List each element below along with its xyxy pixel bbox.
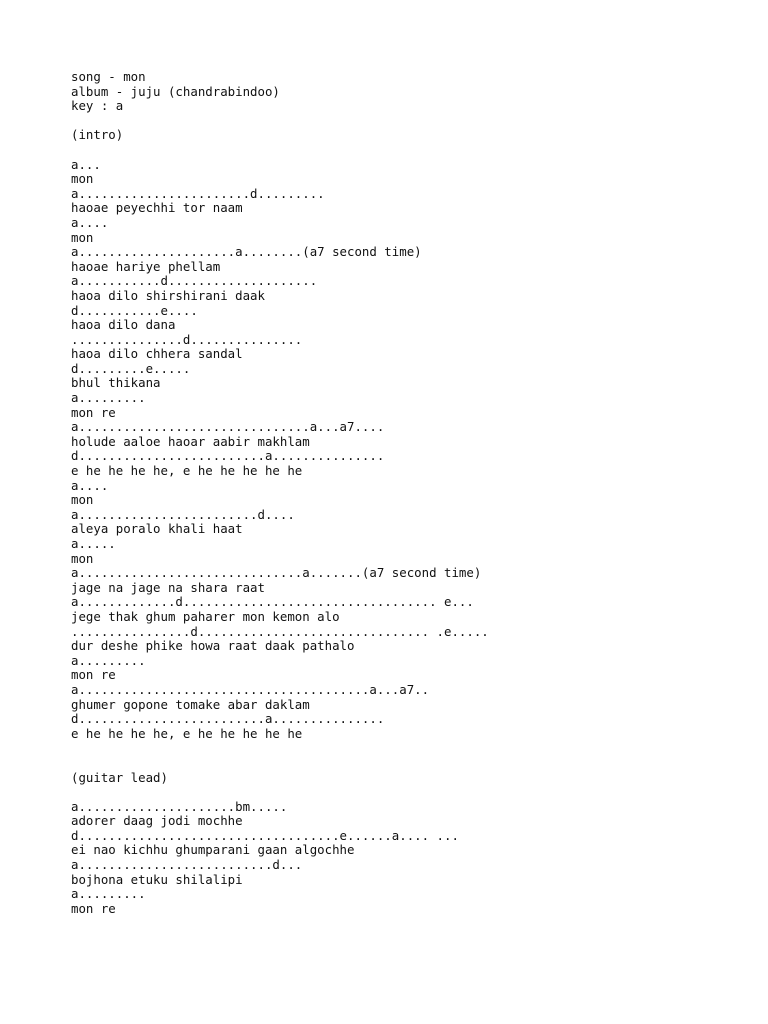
text-line: mon bbox=[71, 171, 94, 187]
text-line: e he he he he, e he he he he he bbox=[71, 725, 303, 741]
blank-line bbox=[71, 741, 751, 756]
text-line: a.... bbox=[71, 214, 109, 230]
text-line: a..... bbox=[71, 536, 116, 551]
text-line: d.........................a............... bbox=[71, 448, 385, 464]
chord-sheet bbox=[71, 70, 751, 916]
text-line: haoae hariye phellam bbox=[71, 258, 221, 274]
text-line: haoae peyechhi tor naam bbox=[71, 200, 243, 216]
text-line: haoa dilo shirshirani daak bbox=[71, 287, 265, 303]
text-line: aleya poralo khali haat bbox=[71, 521, 243, 537]
text-line: adorer daag jodi mochhe bbox=[71, 813, 243, 829]
text-line: jege thak ghum paharer mon kemon alo bbox=[71, 608, 340, 624]
text-line: mon bbox=[71, 550, 94, 566]
text-line: a......... bbox=[71, 652, 146, 668]
text-line: mon re bbox=[71, 900, 116, 916]
text-line: bojhona etuku shilalipi bbox=[71, 871, 243, 887]
text-line: d.........................a............... bbox=[71, 711, 385, 727]
text-line: jage na jage na shara raat bbox=[71, 579, 265, 595]
text-line: song - mon bbox=[71, 69, 146, 84]
text-line: a......... bbox=[71, 390, 146, 406]
blank-line bbox=[71, 785, 751, 800]
text-line: album - juju (chandrabindoo) bbox=[71, 83, 280, 99]
text-line: mon re bbox=[71, 667, 116, 683]
text-line: d...........e.... bbox=[71, 302, 198, 318]
text-line: d.........e..... bbox=[71, 360, 191, 376]
blank-line bbox=[71, 114, 751, 129]
text-line: dur deshe phike howa raat daak pathalo bbox=[71, 638, 355, 654]
text-line: mon bbox=[71, 229, 94, 245]
text-line: holude aaloe haoar aabir makhlam bbox=[71, 433, 310, 449]
text-line: a.....................a........(a7 second time) bbox=[71, 244, 422, 260]
text-line: a........................d.... bbox=[71, 506, 295, 522]
text-line: a..............................a.......(a7 second time) bbox=[71, 565, 482, 581]
text-line: a.............d.................................. e... bbox=[71, 594, 474, 610]
text-line: a.... bbox=[71, 477, 109, 493]
text-line: haoa dilo chhera sandal bbox=[71, 346, 243, 362]
text-line: e he he he he, e he he he he he bbox=[71, 463, 303, 479]
blank-line bbox=[71, 143, 751, 158]
text-line: mon bbox=[71, 492, 94, 508]
text-line: ................d............................... .e..... bbox=[71, 623, 489, 639]
text-line: ei nao kichhu ghumparani gaan algochhe bbox=[71, 842, 355, 858]
text-line: a... bbox=[71, 156, 101, 172]
text-line: (intro) bbox=[71, 127, 124, 143]
text-line: key : a bbox=[71, 98, 124, 114]
text-line: a...........d.................... bbox=[71, 273, 318, 289]
text-line: a..........................d... bbox=[71, 857, 303, 873]
blank-line bbox=[71, 756, 751, 771]
text-line: a.......................d......... bbox=[71, 185, 325, 201]
text-line: d...................................e......a.... ... bbox=[71, 827, 459, 843]
text-line: mon re bbox=[71, 404, 116, 420]
text-line: a......... bbox=[71, 886, 146, 902]
text-line: bhul thikana bbox=[71, 375, 161, 391]
text-line: ...............d............... bbox=[71, 331, 303, 347]
text-line: (guitar lead) bbox=[71, 769, 168, 785]
text-line: a.......................................a...a7.. bbox=[71, 681, 430, 697]
text-line: a.....................bm..... bbox=[71, 798, 288, 814]
text-line: ghumer gopone tomake abar daklam bbox=[71, 696, 310, 712]
text-line: a...............................a...a7.... bbox=[71, 419, 385, 435]
text-line: haoa dilo dana bbox=[71, 317, 176, 333]
